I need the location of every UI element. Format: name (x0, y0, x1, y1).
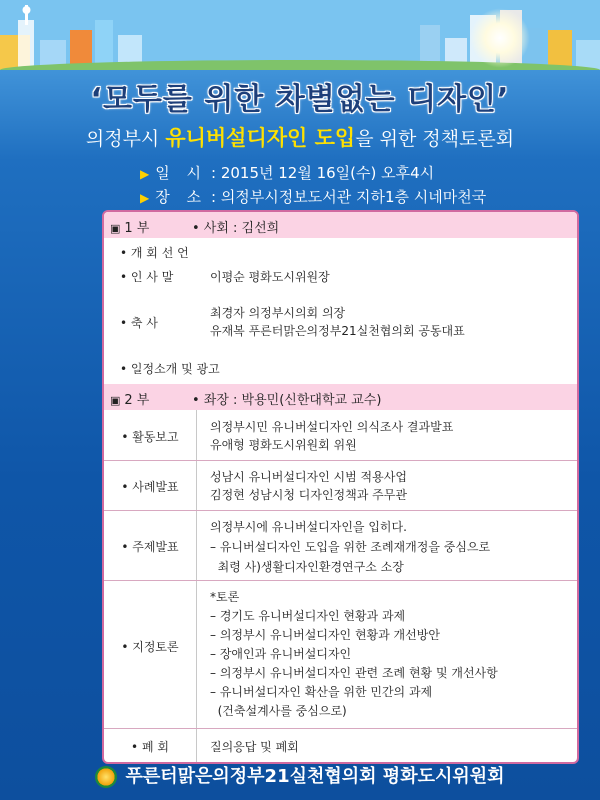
divider (104, 728, 577, 729)
footer-organizations: 푸른터맑은의정부21실천협의회 평화도시위원회 (125, 766, 505, 787)
part2-label: 2 부 (124, 393, 150, 408)
section-part1-header (104, 212, 577, 238)
divider (196, 410, 197, 762)
info-venue: ▶ 장 소 : 의정부시정보도서관 지하1층 시네마천국 (140, 188, 487, 206)
info-date: ▶ 일 시 : 2015년 12월 16일(수) 오후4시 (140, 164, 435, 182)
subtitle-highlight: 유니버설디자인 도입 (165, 126, 356, 150)
subtitle-post: 을 위한 정책토론회 (355, 128, 515, 150)
part2-chair: • 좌장 : 박용민(신한대학교 교수) (192, 393, 382, 408)
triangle-bullet-icon: ▶ (140, 167, 150, 181)
divider (104, 510, 577, 511)
divider (104, 460, 577, 461)
footer (0, 762, 600, 800)
sun-glow (470, 8, 530, 68)
part1-chair: • 사회 : 김선희 (192, 221, 280, 236)
organization-logo-icon (95, 766, 117, 788)
info-venue-key: 장 소 (155, 188, 207, 206)
info-date-value: 2015년 12월 16일(수) 오후4시 (220, 164, 435, 182)
info-venue-value: 의정부시정보도서관 지하1층 시네마천국 (220, 188, 487, 206)
triangle-bullet-icon: ▶ (140, 191, 150, 205)
info-date-key: 일 시 (155, 164, 207, 182)
subtitle (0, 122, 600, 152)
square-bullet-icon: ▣ (110, 394, 121, 407)
divider (104, 580, 577, 581)
subtitle-pre: 의정부시 (85, 128, 166, 150)
square-bullet-icon: ▣ (110, 222, 121, 235)
headline: ‘모두를 위한 차별없는 디자인’ (90, 82, 510, 117)
section-part2-header (104, 384, 577, 410)
program-panel: ▣ 1 부 • 사회 : 김선희 • 개 회 선 언 • 인 사 말 이평순 평화도시위원장 • 축 사 최경자 의정부시의회 의장 유재복 푸른터맑은의정부21실천협의회 공동대표 • 일정소개 및 광고 ▣ 2 부 • 좌장 : 박용민(신한대학교 교수) • 활동보고 의정부시민 유니버설디자인 의식조사 결과발표 유애형 평화도시위원회 위원 • 사례발표 성남시 유니버설디자인 시범 적용사업 김정현 성남시청 디자인정책과 주무관 • 주제발표 의정부시에 유니버설디자인을 입히다. – 유니버설디자인 도입을 위한 조례재개정을 중심으로 최령 사)생활디자인환경연구소 소장 • 지정토론 *토론 – 경기도 유니버설디자인 현황과 과제 – 의정부시 유니버설디자인 현황과 개선방안 – 장애인과 유니버설디자인 – 의정부시 유니버설디자인 관련 조례 현황 및 개선사항 – 유니버설디자인 확산을 위한 민간의 과제 (건축설계사를 중심으로) • 폐 회 질의응답 및 폐회 (102, 210, 579, 764)
part1-label: 1 부 (124, 221, 150, 236)
